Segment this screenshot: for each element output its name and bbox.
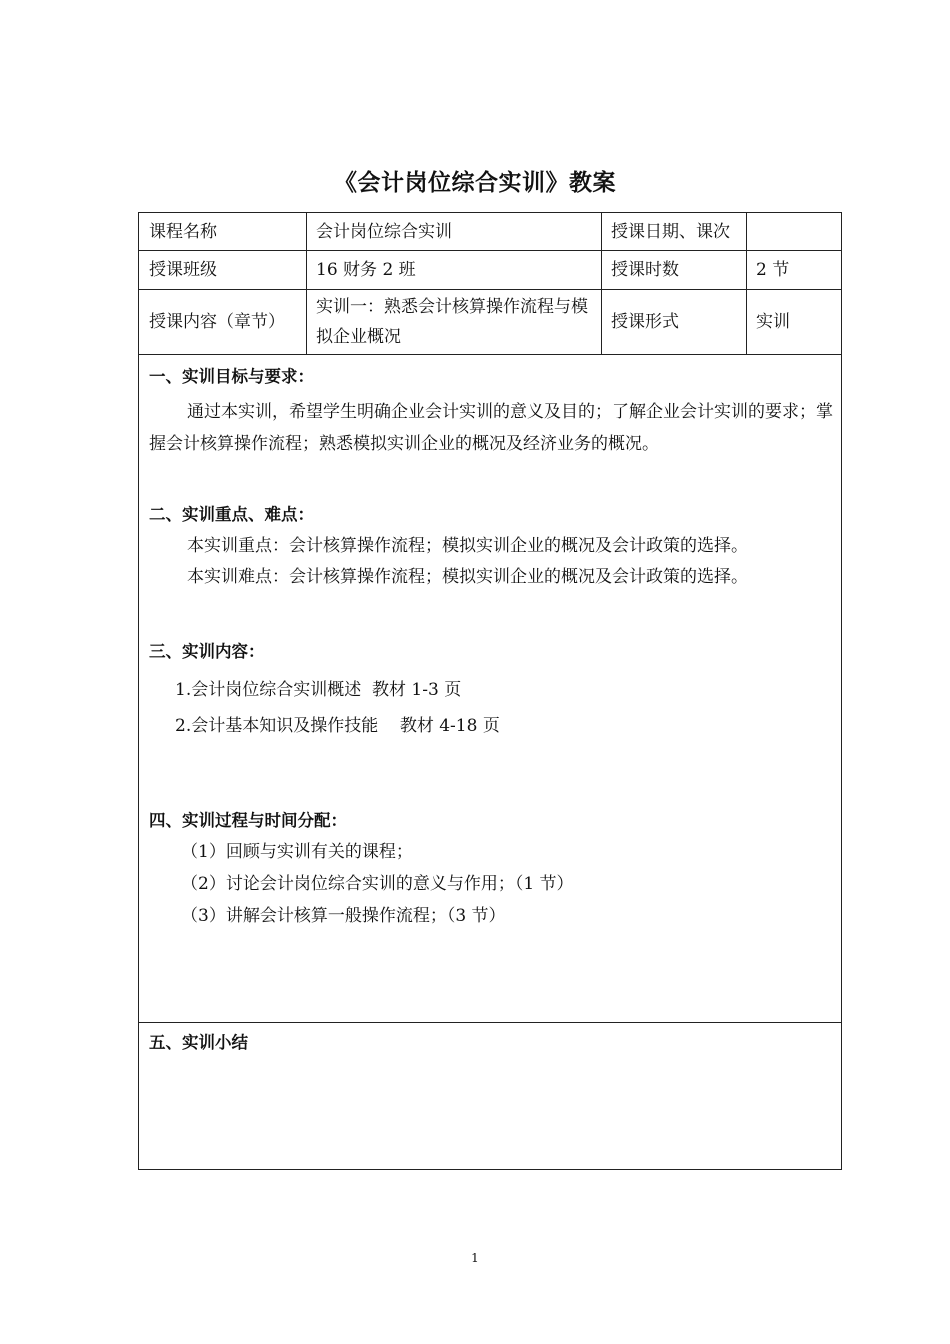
date-label: 授课日期、课次: [611, 221, 730, 242]
hours-label: 授课时数: [611, 259, 679, 280]
hours-value: 2 节: [756, 259, 790, 280]
row-divider: [139, 1022, 841, 1023]
list-item: 2.会计基本知识及操作技能 教材 4-18 页: [175, 716, 500, 736]
section-text: 通过本实训，希望学生明确企业会计实训的意义及目的；了解企业会计实训的要求；掌握会计核算操作流程；熟悉模拟实训企业的概况及经济业务的概况。: [149, 402, 833, 454]
section-heading: 五、实训小结: [149, 1033, 248, 1052]
list-item: （3）讲解会计核算一般操作流程；（3 节）: [181, 906, 506, 926]
key-point-text: 本实训重点：会计核算操作流程；模拟实训企业的概况及会计政策的选择。: [187, 536, 748, 556]
course-name-value: 会计岗位综合实训: [316, 221, 452, 242]
class-label: 授课班级: [149, 259, 217, 280]
list-item: （2）讨论会计岗位综合实训的意义与作用；（1 节）: [181, 874, 574, 894]
section-heading: 一、实训目标与要求：: [149, 367, 314, 386]
row-divider: [139, 354, 841, 355]
list-item: 1.会计岗位综合实训概述 教材 1-3 页: [175, 680, 462, 700]
content-label: 授课内容（章节）: [149, 311, 285, 332]
section-heading: 二、实训重点、难点：: [149, 505, 314, 524]
form-value: 实训: [756, 311, 790, 332]
section-heading: 四、实训过程与时间分配：: [149, 811, 347, 830]
form-label: 授课形式: [611, 311, 679, 332]
course-name-label: 课程名称: [149, 221, 217, 242]
difficult-point-text: 本实训难点：会计核算操作流程；模拟实训企业的概况及会计政策的选择。: [187, 567, 748, 587]
list-item: （1）回顾与实训有关的课程；: [181, 842, 413, 862]
lesson-plan-table: [138, 212, 842, 1170]
section-heading: 三、实训内容：: [149, 642, 265, 661]
content-value: 实训一：熟悉会计核算操作流程与模拟企业概况: [316, 296, 588, 347]
page-title: 《会计岗位综合实训》教案: [334, 170, 616, 196]
date-value: [746, 213, 843, 250]
class-value: 16 财务 2 班: [316, 259, 416, 280]
page-number: 1: [471, 1251, 479, 1265]
